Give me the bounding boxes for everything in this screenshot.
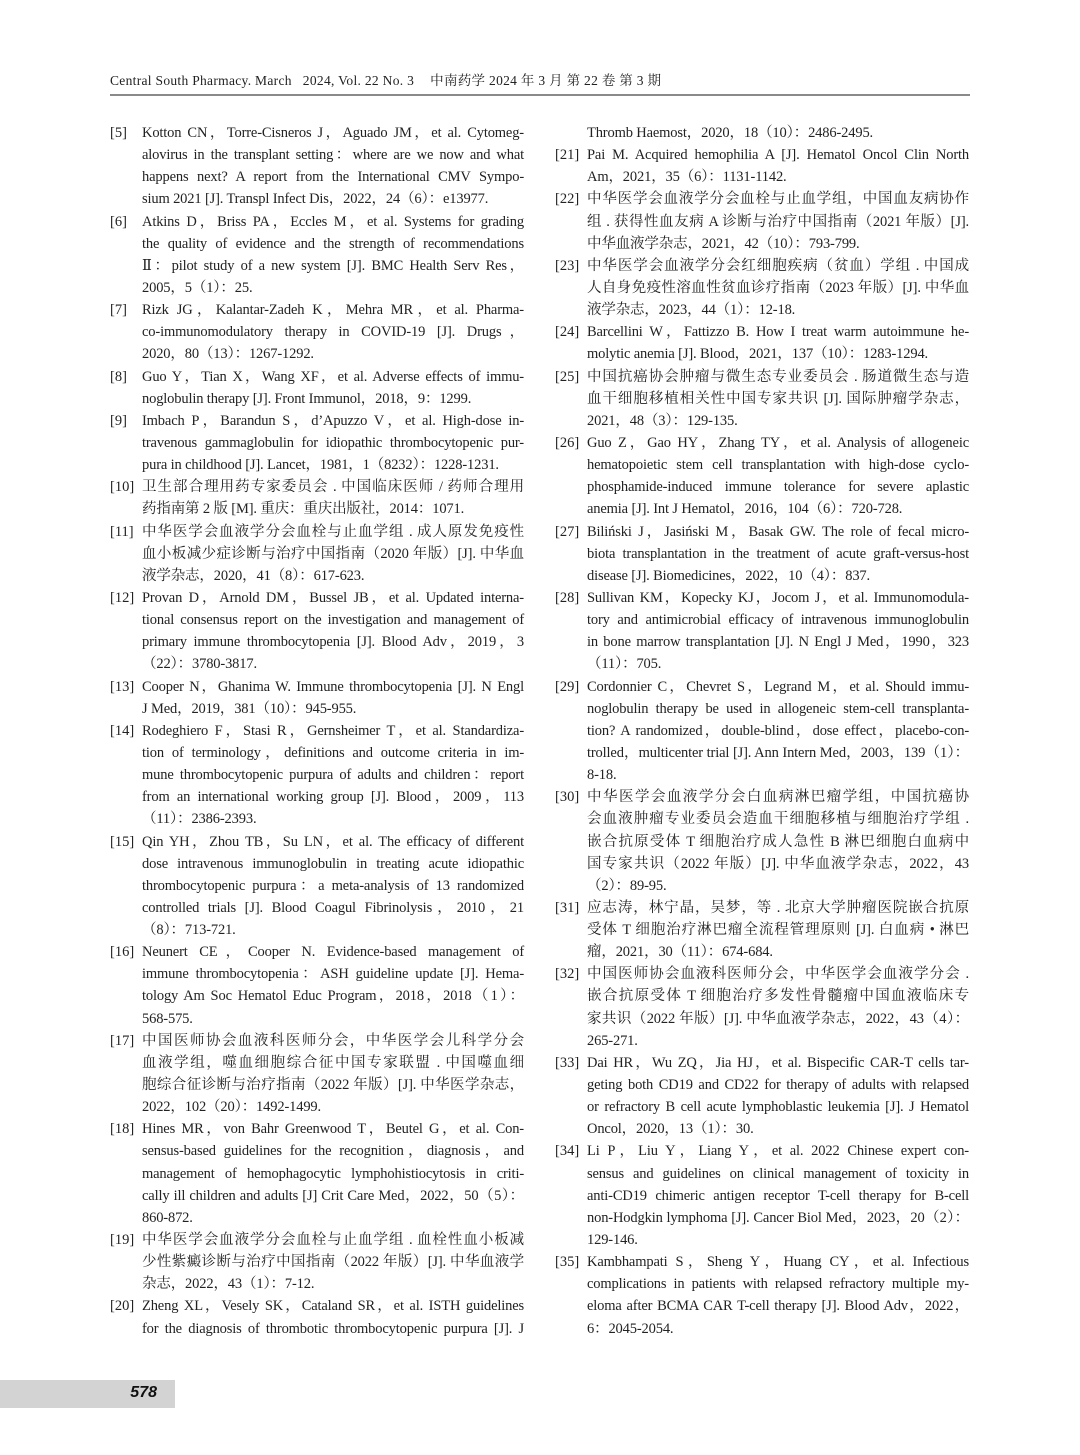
reference-text-line: 中华医学会血液学分会血栓与止血学组，中国血友病协作 (587, 191, 969, 208)
reference-text-line: 人自身免疫性溶血性贫血诊疗指南（2023 年版）[J]. 中华血 (587, 279, 969, 296)
reference-text-line: tion of terminology，definitions and outcome criteria in im- (142, 744, 524, 761)
reference-entry (110, 941, 525, 1030)
reference-text-line: 血小板减少症诊断与治疗中国指南（2020 年版）[J]. 中华血 (142, 545, 524, 562)
reference-text-line: 药指南第 2 版 [M]. 重庆：重庆出版社，2014：1071. (142, 501, 465, 518)
reference-text-line: Biliński J，Jasiński M，Basak GW. The role of fecal micro- (587, 523, 969, 540)
reference-number: [23] (555, 257, 580, 274)
reference-entry (555, 188, 970, 254)
reference-entry (110, 587, 525, 676)
reference-number: [34] (555, 1143, 580, 1160)
reference-text-line: Dai HR，Wu ZQ，Jia HJ，et al. Bispecific CAR-T cells tar- (587, 1054, 969, 1071)
reference-text-line: 中华医学会血液学分会血栓与止血学组 . 成人原发免疫性 (142, 523, 524, 540)
reference-text-line: management of hemophagocytic lymphohistiocytosis in criti- (142, 1165, 524, 1182)
reference-text-line: co-immunomodulatory therapy in COVID-19 [J]. Drugs， (142, 324, 524, 341)
reference-number: [22] (555, 191, 580, 208)
reference-entry (110, 476, 525, 520)
reference-text-line: （8）：713-721. (142, 922, 236, 939)
reference-text-line: 265-271. (587, 1032, 638, 1049)
reference-column-right (555, 122, 970, 1340)
reference-text-line: 组 . 获得性血友病 A 诊断与治疗中国指南（2021 年版）[J]. (587, 213, 969, 230)
reference-text-line: Provan D，Arnold DM，Bussel JB，et al. Updated interna- (142, 589, 524, 606)
reference-text-line: 卫生部合理用药专家委员会 . 中国临床医师 / 药师合理用 (142, 479, 524, 496)
reference-text-line: （11）：705. (587, 656, 662, 673)
reference-text-line: noglobulin therapy be used in allogeneic stem-cell transplanta- (587, 700, 969, 717)
reference-text-line: 中华医学会血液学分会红细胞疾病（贫血）学组 . 中国成 (587, 257, 969, 274)
reference-text-line: thrombocytopenic purpura：a meta-analysis of 13 randomized (142, 877, 524, 894)
reference-text-line: 会血液肿瘤专业委员会造血干细胞移植与细胞治疗学组 . (587, 811, 969, 828)
reference-entry (110, 1295, 525, 1339)
reference-number: [8] (110, 368, 127, 385)
reference-text-line: cally ill children and adults [J] Crit Care Med，2022，50（5）： (142, 1187, 524, 1204)
reference-text-line: Thromb Haemost，2020，18（10）：2486-2495. (587, 125, 874, 141)
reference-text-line: 860-872. (142, 1209, 193, 1226)
reference-text-line: 中华医学会血液学分会白血病淋巴瘤学组，中国抗癌协 (587, 789, 969, 806)
reference-text-line: anti-CD19 chimeric antigen receptor T-cell therapy for B-cell (587, 1187, 969, 1204)
reference-text-line: tion? A randomized，double-blind，dose effect，placebo-con- (587, 722, 969, 739)
reference-entry (110, 299, 525, 365)
reference-entry (110, 410, 525, 476)
reference-text-line: Guo Z，Gao HY，Zhang TY，et al. Analysis of allogeneic (587, 434, 969, 451)
reference-entry (555, 144, 970, 188)
reference-text-line: Imbach P，Barandun S，d’Apuzzo V，et al. High-dose in- (142, 412, 524, 429)
reference-number: [35] (555, 1254, 580, 1271)
reference-entry (110, 521, 525, 587)
journal-title-cn: 中南药学 2024 年 3 月 第 22 卷 第 3 期 (430, 73, 662, 88)
reference-text-line: the quality of evidence and the strength of recommendations (142, 235, 524, 252)
reference-entry (555, 587, 970, 676)
reference-text-line: 2020，80（13）：1267-1292. (142, 346, 314, 363)
reference-text-line: Qin YH，Zhou TB，Su LN，et al. The efficacy of different (142, 833, 524, 850)
reference-number: [27] (555, 523, 580, 540)
reference-text-line: noglobulin therapy [J]. Front Immunol，2018，9：1299. (142, 390, 472, 407)
reference-entry (555, 122, 970, 144)
reference-text-line: anemia [J]. Int J Hematol，2016，104（6）：720-728. (587, 501, 903, 518)
reference-text-line: 杂志，2022，43（1）：7-12. (142, 1276, 315, 1293)
reference-entry (110, 676, 525, 720)
reference-text-line: 嵌合抗原受体 T 细胞治疗成人急性 B 淋巴细胞白血病中 (587, 833, 969, 850)
reference-entry (555, 897, 970, 963)
reference-text-line: alovirus in the transplant setting：where are we now and what (142, 147, 524, 164)
reference-number: [26] (555, 434, 580, 451)
reference-number: [10] (110, 479, 135, 496)
reference-text-line: 受体 T 细胞治疗淋巴瘤全流程管理原则 [J]. 白血病 • 淋巴 (587, 922, 969, 939)
reference-text-line: Sullivan KM，Kopecky KJ，Jocom J，et al. Immunomodula- (587, 589, 969, 606)
reference-text-line: sensus-based guidelines for the recognition，diagnosis，and (142, 1143, 524, 1160)
reference-text-line: geting both CD19 and CD22 for therapy of adults with relapsed (587, 1077, 969, 1094)
reference-number: [6] (110, 213, 127, 230)
reference-text-line: hematopoietic stem cell transplantation with high-dose cyclo- (587, 457, 969, 474)
reference-entry (110, 720, 525, 831)
reference-number: [19] (110, 1232, 135, 1249)
reference-text-line: eloma after BCMA CAR T-cell therapy [J]. Blood Adv，2022， (587, 1298, 969, 1315)
reference-entry (555, 1251, 970, 1340)
reference-text-line: mune thrombocytopenic purpura of adults and children：report (142, 767, 524, 784)
reference-text-line: tology Am Soc Hematol Educ Program，2018，2018（1）： (142, 988, 524, 1005)
reference-number: [7] (110, 302, 127, 319)
reference-text-line: Atkins D，Briss PA，Eccles M，et al. Systems for grading (142, 213, 524, 230)
reference-entry (110, 122, 525, 211)
reference-entry (555, 521, 970, 587)
reference-number: [25] (555, 368, 580, 385)
reference-text-line: 6：2045-2054. (587, 1320, 674, 1337)
reference-text-line: biota transplantation in the treatment of acute graft-versus-host (587, 545, 969, 562)
reference-text-line: disease [J]. Biomedicines，2022，10（4）：837. (587, 567, 871, 584)
reference-text-line: sium 2021 [J]. Transpl Infect Dis，2022，24（6）：e13977. (142, 191, 489, 208)
running-header (110, 69, 661, 89)
reference-text-line: 568-575. (142, 1010, 193, 1027)
reference-entry (110, 1229, 525, 1295)
reference-text-line: Pai M. Acquired hemophilia A [J]. Hematol Oncol Clin North (587, 147, 969, 164)
reference-number: [29] (555, 678, 580, 695)
header-rule (110, 94, 970, 96)
reference-column-left (110, 122, 525, 1340)
reference-number: [12] (110, 589, 135, 606)
reference-text-line: Rizk JG，Kalantar-Zadeh K，Mehra MR，et al. Pharma- (142, 302, 524, 319)
reference-text-line: 瘤，2021，30（11）：674-684. (587, 944, 773, 961)
reference-text-line: 中国医师协会血液科医师分会，中华医学会儿科学分会 (142, 1032, 524, 1049)
reference-text-line: tional consensus report on the investigation and management of (142, 612, 524, 629)
reference-entry (110, 211, 525, 300)
reference-entry (555, 432, 970, 521)
reference-entry (555, 255, 970, 321)
reference-number: [28] (555, 589, 580, 606)
reference-text-line: 血干细胞移植相关性中国专家共识 [J]. 国际肿瘤学杂志， (587, 390, 969, 407)
reference-number: [30] (555, 789, 580, 806)
reference-text-line: primary immune thrombocytopenia [J]. Blood Adv，2019，3 (142, 634, 524, 651)
reference-entry (555, 786, 970, 897)
reference-text-line: trolled，multicenter trial [J]. Ann Intern Med，2003，139（1）： (587, 744, 969, 761)
reference-text-line: sensus and guidelines on clinical management of toxicity in (587, 1165, 969, 1182)
reference-text-line: （2）：89-95. (587, 877, 667, 894)
reference-text-line: complications in patients with relapsed refractory multiple my- (587, 1276, 969, 1293)
reference-entry (110, 1118, 525, 1229)
reference-text-line: Neunert CE，Cooper N. Evidence-based management of (142, 944, 524, 961)
reference-text-line: 2022，102（20）：1492-1499. (142, 1099, 322, 1116)
reference-text-line: happens next? A report from the International CMV Sympo- (142, 169, 524, 186)
reference-text-line: J Med，2019，381（10）：945-955. (142, 700, 357, 717)
reference-text-line: molytic anemia [J]. Blood，2021，137（10）：1283-1294. (587, 346, 929, 363)
reference-number: [32] (555, 966, 580, 983)
reference-text-line: 嵌合抗原受体 T 细胞治疗多发性骨髓瘤中国血液临床专 (587, 988, 969, 1005)
page-number-box (0, 1380, 175, 1408)
reference-number: [11] (110, 523, 134, 540)
reference-text-line: phosphamide-induced immune tolerance for severe aplastic (587, 479, 969, 496)
reference-number: [17] (110, 1032, 135, 1049)
reference-number: [14] (110, 722, 135, 739)
reference-number: [24] (555, 324, 580, 341)
reference-entry (110, 1030, 525, 1119)
reference-entry (110, 831, 525, 942)
reference-text-line: dose intravenous immunoglobulin in treating acute idiopathic (142, 855, 524, 872)
reference-text-line: 胞综合征诊断与治疗指南（2022 年版）[J]. 中华医学杂志， (142, 1077, 524, 1094)
reference-text-line: from an international working group [J]. Blood，2009，113 (142, 789, 524, 806)
reference-text-line: Guo Y，Tian X，Wang XF，et al. Adverse effects of immu- (142, 368, 524, 385)
reference-text-line: Ⅱ：pilot study of a new system [J]. BMC Health Serv Res， (142, 257, 524, 274)
reference-entry (555, 366, 970, 432)
reference-text-line: （11）：2386-2393. (142, 811, 257, 828)
reference-text-line: 血液学组，噬血细胞综合征中国专家联盟 . 中国噬血细 (142, 1054, 524, 1071)
reference-text-line: 应志涛，林宁晶，吴梦，等 . 北京大学肿瘤医院嵌合抗原 (587, 899, 969, 916)
reference-number: [15] (110, 833, 135, 850)
reference-number: [31] (555, 899, 580, 916)
reference-text-line: in bone marrow transplantation [J]. N Engl J Med，1990，323 (587, 634, 969, 651)
reference-number: [16] (110, 944, 135, 961)
reference-text-line: 2005，5（1）：25. (142, 279, 253, 296)
journal-title-en: Central South Pharmacy. March 2024, Vol. 22 No. 3 (110, 73, 415, 88)
reference-text-line: immune thrombocytopenia：ASH guideline update [J]. Hema- (142, 966, 524, 983)
reference-text-line: travenous gammaglobulin for idiopathic thrombocytopenic pur- (142, 434, 524, 451)
reference-text-line: （22）：3780-3817. (142, 656, 257, 673)
reference-text-line: pura in childhood [J]. Lancet，1981，1（8232）：1228-1231. (142, 457, 499, 474)
reference-text-line: Cooper N，Ghanima W. Immune thrombocytopenia [J]. N Engl (142, 678, 524, 695)
reference-text-line: 中国医师协会血液科医师分会，中华医学会血液学分会 . (587, 966, 969, 983)
reference-number: [20] (110, 1298, 135, 1315)
reference-text-line: Hines MR，von Bahr Greenwood T，Beutel G，et al. Con- (142, 1121, 524, 1138)
reference-number: [33] (555, 1054, 580, 1071)
reference-number: [18] (110, 1121, 135, 1138)
reference-text-line: controlled trials [J]. Blood Coagul Fibrinolysis，2010，21 (142, 899, 524, 916)
reference-text-line: 少性紫癜诊断与治疗中国指南（2022 年版）[J]. 中华血液学 (142, 1254, 524, 1271)
reference-text-line: Cordonnier C，Chevret S，Legrand M，et al. Should immu- (587, 678, 969, 695)
reference-entry (555, 1140, 970, 1251)
reference-text-line: 中国抗癌协会肿瘤与微生态专业委员会 . 肠道微生态与造 (587, 368, 969, 385)
reference-text-line: 液学杂志，2023，44（1）：12-18. (587, 302, 796, 319)
reference-text-line: 129-146. (587, 1232, 638, 1249)
reference-number: [5] (110, 125, 127, 141)
reference-text-line: Kotton CN，Torre-Cisneros J，Aguado JM，et al. Cytomeg- (142, 125, 524, 141)
page-number: 578 (130, 1384, 157, 1401)
reference-text-line: 家共识（2022 年版）[J]. 中华血液学杂志，2022，43（4）： (587, 1010, 969, 1027)
reference-entry (110, 366, 525, 410)
reference-text-line: Kambhampati S，Sheng Y，Huang CY，et al. Infectious (587, 1254, 969, 1271)
reference-text-line: 国专家共识（2022 年版）[J]. 中华血液学杂志，2022，43 (587, 855, 969, 872)
reference-entry (555, 1052, 970, 1141)
reference-entry (555, 321, 970, 365)
reference-entry (555, 963, 970, 1052)
reference-text-line: 中华医学会血液学分会血栓与止血学组 . 血栓性血小板减 (142, 1232, 524, 1249)
reference-number: [21] (555, 147, 580, 164)
reference-text-line: 8-18. (587, 767, 617, 784)
reference-text-line: tory and antimicrobial efficacy of intravenous immunoglobulin (587, 612, 969, 629)
reference-text-line: for the diagnosis of thrombotic thrombocytopenic purpura [J]. J (142, 1320, 524, 1337)
reference-text-line: Oncol，2020，13（1）：30. (587, 1121, 754, 1138)
reference-text-line: 液学杂志，2020，41（8）：617-623. (142, 567, 365, 584)
reference-number: [9] (110, 412, 127, 429)
reference-text-line: non-Hodgkin lymphoma [J]. Cancer Biol Med，2023，20（2）： (587, 1209, 969, 1226)
reference-text-line: 2021，48（3）：129-135. (587, 412, 738, 429)
reference-text-line: Am，2021，35（6）：1131-1142. (587, 169, 787, 186)
reference-text-line: Rodeghiero F，Stasi R，Gernsheimer T，et al. Standardiza- (142, 722, 524, 739)
reference-text-line: or refractory B cell acute lymphoblastic leukemia [J]. J Hematol (587, 1099, 969, 1116)
reference-text-line: Barcellini W，Fattizzo B. How I treat warm autoimmune he- (587, 324, 969, 341)
reference-text-line: Li P，Liu Y，Liang Y，et al. 2022 Chinese expert con- (587, 1143, 969, 1160)
reference-text-line: 中华血液学杂志，2021，42（10）：793-799. (587, 235, 860, 252)
reference-number: [13] (110, 678, 135, 695)
reference-entry (555, 676, 970, 787)
reference-text-line: Zheng XL，Vesely SK，Cataland SR，et al. ISTH guidelines (142, 1298, 524, 1315)
